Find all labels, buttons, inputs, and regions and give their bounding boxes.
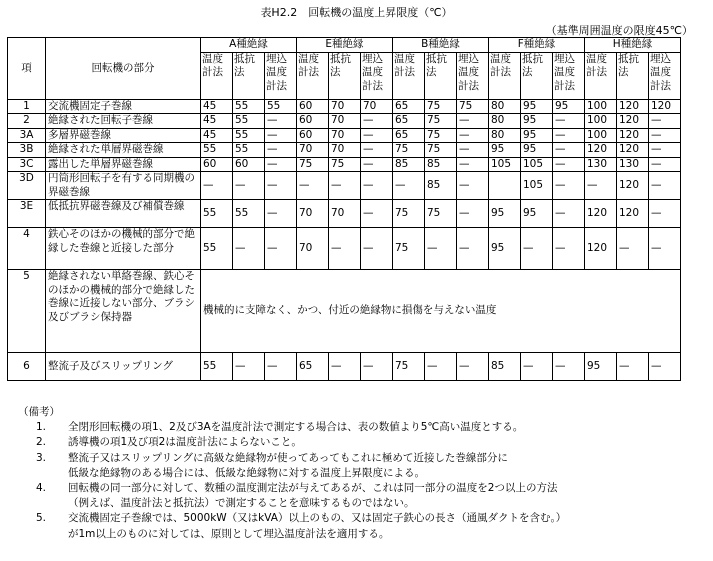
temperature-value: 60 [297, 128, 329, 143]
temperature-value [489, 172, 521, 200]
temperature-value: — [649, 157, 681, 172]
temperature-value: 80 [489, 114, 521, 129]
temperature-value: 85 [425, 157, 457, 172]
table-row [8, 200, 681, 228]
table-row [8, 128, 681, 143]
temperature-value: — [425, 228, 457, 270]
notes-heading: （備考） [18, 406, 60, 418]
note-text: 交流機固定子巻線では、5000kW（又はkVA）以上のもの、又は固定子鉄心の長さ（通風ダクトを含む。） [68, 512, 567, 525]
subheader-cell: 温度計法 [297, 52, 329, 99]
row-item-no: 6 [8, 353, 46, 381]
temperature-value: 100 [585, 114, 617, 129]
subheader-cell: 抵抗法 [425, 52, 457, 99]
subheader-cell: 抵抗法 [233, 52, 265, 99]
table-row [8, 143, 681, 158]
note-text: 全閉形回転機の項1、2及び3Aを温度計法で測定する場合は、表の数値より5℃高い温度とする。 [68, 421, 524, 434]
subheader-cell: 埋込温度計法 [361, 52, 393, 99]
temperature-value: 120 [617, 114, 649, 129]
temperature-value: 105 [489, 157, 521, 172]
table-row [8, 353, 681, 381]
temperature-value: — [361, 128, 393, 143]
note-number: 3. [36, 451, 47, 464]
temperature-value: — [233, 353, 265, 381]
note-item [18, 451, 566, 481]
temperature-value: 70 [361, 99, 393, 114]
row-machine-part: 円筒形回転子を有する同期機の界磁巻線 [46, 172, 201, 200]
temperature-value: — [617, 228, 649, 270]
row-machine-part: 整流子及びスリップリング [46, 353, 201, 381]
temperature-value: 105 [521, 172, 553, 200]
header-item-no: 項 [8, 38, 46, 100]
temperature-value: 80 [489, 99, 521, 114]
temperature-value: — [457, 353, 489, 381]
subheader-cell: 温度計法 [489, 52, 521, 99]
row-machine-part: 絶縁された単層界磁巻線 [46, 143, 201, 158]
table-row [8, 228, 681, 270]
temperature-value: — [361, 353, 393, 381]
temperature-value: — [329, 172, 361, 200]
temperature-value: 120 [617, 200, 649, 228]
row-item-no: 3A [8, 128, 46, 143]
temperature-value: 95 [521, 99, 553, 114]
temperature-value: 60 [297, 99, 329, 114]
temperature-value: — [585, 172, 617, 200]
temperature-value: 120 [617, 172, 649, 200]
row-machine-part: 露出した単層界磁巻線 [46, 157, 201, 172]
temperature-value: 75 [393, 228, 425, 270]
temperature-value: 95 [521, 200, 553, 228]
temperature-value: — [553, 114, 585, 129]
temperature-value: — [425, 353, 457, 381]
subheader-cell: 埋込温度計法 [553, 52, 585, 99]
temperature-value: 65 [393, 128, 425, 143]
temperature-value: 95 [521, 143, 553, 158]
temperature-value: — [521, 353, 553, 381]
row-machine-part: 低抵抗界磁巻線及び補償巻線 [46, 200, 201, 228]
temperature-value: 55 [201, 143, 233, 158]
temperature-value: 75 [425, 143, 457, 158]
note-text: 低級な絶縁物のある場合には、低級な絶縁物に対する温度上昇限度による。 [68, 466, 425, 479]
subheader-cell: 埋込温度計法 [265, 52, 297, 99]
temperature-value: 75 [425, 99, 457, 114]
temperature-value: — [265, 128, 297, 143]
temperature-value: — [457, 114, 489, 129]
temperature-value: 55 [265, 99, 297, 114]
temperature-value: — [265, 114, 297, 129]
table-row [8, 172, 681, 200]
note-number: 1. [36, 421, 47, 434]
temperature-value: 55 [233, 99, 265, 114]
row-machine-part: 鉄心そのほかの機械的部分で絶縁した巻線と近接した部分 [46, 228, 201, 270]
temperature-value: 120 [585, 200, 617, 228]
note-text: 回転機の同一部分に対して、数種の温度測定法が与えてあるが、これは同一部分の温度を2つ以上の方法 [68, 482, 558, 495]
temperature-value: — [361, 172, 393, 200]
temperature-value: — [649, 228, 681, 270]
temperature-value: 75 [393, 143, 425, 158]
table-row [8, 114, 681, 129]
temperature-value: — [649, 353, 681, 381]
header-class-e: E種絶縁 [297, 38, 393, 53]
temperature-value: — [361, 157, 393, 172]
temperature-value: 70 [329, 200, 361, 228]
notes-section [18, 405, 566, 542]
temperature-value: 75 [425, 128, 457, 143]
temperature-value: — [265, 157, 297, 172]
header-machine-part: 回転機の部分 [46, 38, 201, 100]
note-text: 整流子又はスリップリングに高級な絶縁物が使ってあってもこれに極めて近接した巻線部分に [68, 451, 508, 464]
temperature-value: 70 [329, 99, 361, 114]
temperature-value: 65 [297, 353, 329, 381]
subheader-cell: 温度計法 [393, 52, 425, 99]
temperature-value: — [553, 128, 585, 143]
note-number: 5. [36, 512, 47, 525]
temperature-value: 55 [201, 228, 233, 270]
subheader-cell: 抵抗法 [329, 52, 361, 99]
temperature-value: 70 [329, 114, 361, 129]
temperature-value: — [457, 157, 489, 172]
temperature-value: 95 [489, 200, 521, 228]
temperature-value: 130 [585, 157, 617, 172]
temperature-value: — [329, 228, 361, 270]
subheader-cell: 抵抗法 [521, 52, 553, 99]
temperature-value: — [361, 143, 393, 158]
temperature-value: 70 [297, 228, 329, 270]
row-item-no: 2 [8, 114, 46, 129]
temperature-value: — [553, 143, 585, 158]
temperature-value: 70 [329, 143, 361, 158]
note-text: （例えば、温度計法と抵抗法）で測定することを意味するものではない。 [68, 497, 415, 510]
temperature-value: — [617, 353, 649, 381]
temperature-value: 95 [521, 128, 553, 143]
table-subtitle: （基準周囲温度の限度45℃） [545, 24, 693, 37]
row-item-no: 4 [8, 228, 46, 270]
temperature-value: 55 [233, 128, 265, 143]
temperature-value: 70 [329, 128, 361, 143]
header-class-a: A種絶縁 [201, 38, 297, 53]
temperature-value: — [393, 172, 425, 200]
temperature-value: — [649, 172, 681, 200]
temperature-value: — [521, 228, 553, 270]
temperature-value: — [553, 172, 585, 200]
temperature-value: — [233, 172, 265, 200]
row-item-no: 3E [8, 200, 46, 228]
header-class-f: F種絶縁 [489, 38, 585, 53]
temperature-value: 120 [617, 143, 649, 158]
temperature-value: 75 [393, 200, 425, 228]
note-number: 4. [36, 482, 47, 495]
temperature-value: — [553, 228, 585, 270]
temperature-value: — [265, 172, 297, 200]
temperature-value: 75 [457, 99, 489, 114]
subheader-cell: 温度計法 [585, 52, 617, 99]
temperature-value: 120 [617, 128, 649, 143]
temperature-value: 95 [553, 99, 585, 114]
temperature-value: — [553, 200, 585, 228]
temperature-value: 65 [393, 99, 425, 114]
note-text: が1m以上のものに対しては、原則として埋込温度計法を適用する。 [68, 527, 390, 540]
subheader-cell: 抵抗法 [617, 52, 649, 99]
temperature-value: 85 [393, 157, 425, 172]
temperature-value: — [649, 114, 681, 129]
header-class-h: H種絶縁 [585, 38, 681, 53]
temperature-value: — [649, 200, 681, 228]
temperature-value: 55 [201, 200, 233, 228]
temperature-value: 120 [649, 99, 681, 114]
temperature-value: 75 [425, 114, 457, 129]
row-machine-part: 絶縁されない単絡巻線、鉄心そのほかの機械的部分で絶縁した巻線に近接しない部分、ブラシ及びブラシ保持器 [46, 270, 201, 353]
temperature-value: 85 [489, 353, 521, 381]
temperature-value: — [361, 228, 393, 270]
temperature-value: 120 [617, 99, 649, 114]
temperature-value: 100 [585, 128, 617, 143]
header-class-b: B種絶縁 [393, 38, 489, 53]
note-item [18, 435, 566, 450]
temperature-value: — [457, 228, 489, 270]
temperature-value: 95 [521, 114, 553, 129]
temperature-value: 75 [425, 200, 457, 228]
temperature-value: 70 [297, 143, 329, 158]
temperature-value: — [553, 353, 585, 381]
temperature-value: 70 [297, 200, 329, 228]
temperature-value: 60 [233, 157, 265, 172]
table-title: 表H2.2 回転機の温度上昇限度（℃） [260, 6, 453, 19]
merged-temperature-text: 機械的に支障なく、かつ、付近の絶縁物に損傷を与えない温度 [201, 270, 681, 353]
note-item [18, 481, 566, 511]
temperature-value: — [265, 228, 297, 270]
temperature-value: — [457, 172, 489, 200]
temperature-value: — [265, 353, 297, 381]
temperature-value: 105 [521, 157, 553, 172]
temperature-value: 45 [201, 99, 233, 114]
temperature-value: 80 [489, 128, 521, 143]
temperature-value: — [649, 128, 681, 143]
temperature-value: 75 [329, 157, 361, 172]
temperature-value: 130 [617, 157, 649, 172]
table-row [8, 270, 681, 353]
temperature-value: — [329, 353, 361, 381]
row-item-no: 3D [8, 172, 46, 200]
temperature-value: 65 [393, 114, 425, 129]
temperature-value: 95 [489, 143, 521, 158]
temperature-value: — [457, 200, 489, 228]
temperature-value: — [553, 157, 585, 172]
temperature-value: 55 [233, 114, 265, 129]
temperature-value: 45 [201, 114, 233, 129]
temperature-value: — [649, 143, 681, 158]
temperature-value: 45 [201, 128, 233, 143]
temperature-value: — [457, 143, 489, 158]
temperature-value: — [233, 228, 265, 270]
temperature-value: 75 [393, 353, 425, 381]
temperature-value: 95 [585, 353, 617, 381]
temperature-value: 55 [201, 353, 233, 381]
temperature-value: — [201, 172, 233, 200]
note-number: 2. [36, 436, 47, 449]
subheader-cell: 埋込温度計法 [457, 52, 489, 99]
temperature-value: 120 [585, 228, 617, 270]
temperature-value: 75 [297, 157, 329, 172]
temperature-value: — [361, 114, 393, 129]
row-item-no: 3B [8, 143, 46, 158]
subheader-cell: 埋込温度計法 [649, 52, 681, 99]
temperature-value: — [265, 143, 297, 158]
row-item-no: 1 [8, 99, 46, 114]
row-machine-part: 絶縁された回転子巻線 [46, 114, 201, 129]
temperature-value: 60 [297, 114, 329, 129]
note-item [18, 420, 566, 435]
temperature-value: 55 [233, 200, 265, 228]
table-row [8, 157, 681, 172]
temperature-value: — [297, 172, 329, 200]
row-item-no: 3C [8, 157, 46, 172]
temperature-value: — [361, 200, 393, 228]
temperature-value: 95 [489, 228, 521, 270]
subheader-cell: 温度計法 [201, 52, 233, 99]
temperature-value: — [265, 200, 297, 228]
row-machine-part: 多層界磁巻線 [46, 128, 201, 143]
temperature-value: 60 [201, 157, 233, 172]
temperature-value: 120 [585, 143, 617, 158]
temperature-limit-table [7, 37, 681, 381]
temperature-value: — [457, 128, 489, 143]
note-text: 誘導機の項1及び項2は温度計法によらないこと。 [68, 436, 302, 449]
row-item-no: 5 [8, 270, 46, 353]
note-item [18, 511, 566, 541]
table-row [8, 99, 681, 114]
row-machine-part: 交流機固定子巻線 [46, 99, 201, 114]
temperature-value: 100 [585, 99, 617, 114]
temperature-value: 85 [425, 172, 457, 200]
temperature-value: 55 [233, 143, 265, 158]
